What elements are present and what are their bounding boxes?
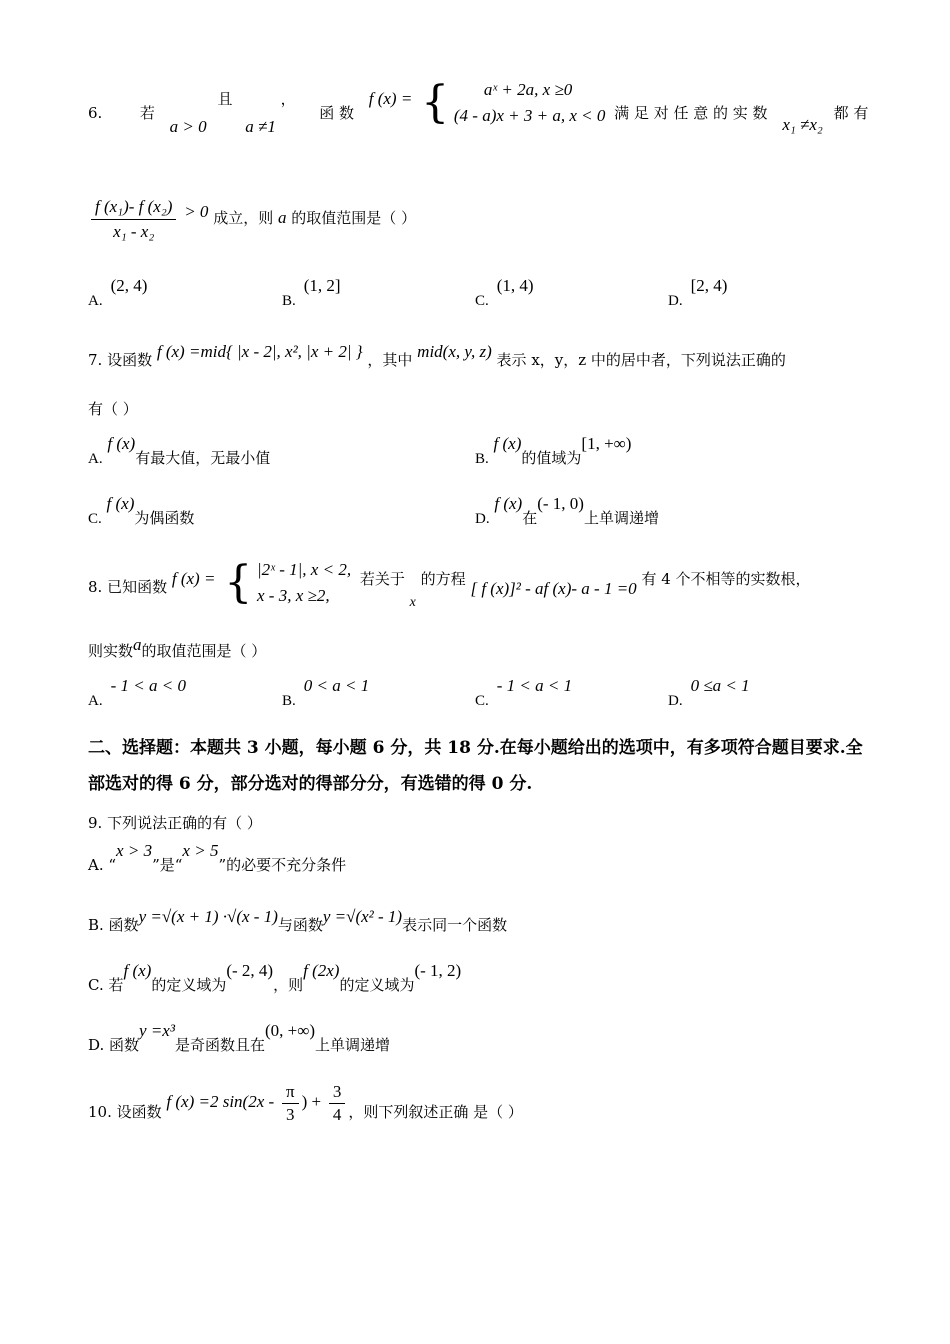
q6-number: 6. bbox=[88, 104, 103, 122]
q6-mid-text: 满 足 对 任 意 的 实 数 bbox=[614, 104, 768, 122]
q8-brace: { bbox=[224, 557, 253, 608]
q6-cond2: a ≠1 bbox=[245, 117, 276, 136]
option-value: - 1 < a < 1 bbox=[496, 676, 573, 695]
q8-tail: 有 4 个不相等的实数根， bbox=[641, 570, 811, 588]
q8-equation: [ f (x)]² - af (x)- a - 1 =0 bbox=[470, 579, 637, 598]
q9b-m2: y =√(x² - 1) bbox=[322, 907, 403, 926]
option-value: 0 ≤a < 1 bbox=[690, 676, 750, 695]
option-value: [2, 4) bbox=[690, 276, 728, 295]
q10-tail: ，则下列叙述正确 是（ ） bbox=[348, 1103, 523, 1121]
q6-option-a bbox=[88, 276, 148, 310]
q8-option-d bbox=[668, 676, 750, 710]
option-value: 0 < a < 1 bbox=[303, 676, 370, 695]
q6-fraction bbox=[91, 195, 176, 244]
option-fx: f (x) bbox=[107, 434, 136, 453]
q7-fdef: f (x) =mid{ |x - 2|, x², |x + 2| } bbox=[156, 342, 363, 361]
q7-line2: 有（ ） bbox=[88, 400, 138, 418]
q8-fdef: f (x) = bbox=[171, 569, 216, 588]
q9a-post: ”的必要不充分条件 bbox=[218, 856, 347, 874]
q8-line2-post: 的取值范围是（ ） bbox=[141, 642, 267, 660]
option-label: A. bbox=[88, 693, 103, 709]
q9c-mid: 的定义域为 bbox=[151, 976, 227, 994]
q9b-m1: y =√(x + 1) ·√(x - 1) bbox=[138, 907, 278, 926]
option-value: - 1 < a < 0 bbox=[110, 676, 186, 695]
q6-a: a bbox=[278, 208, 287, 227]
q9d-m1: y =x³ bbox=[139, 1021, 175, 1040]
q9a-mid: ”是“ bbox=[152, 856, 183, 874]
q10-lead: 10. 设函数 bbox=[88, 1103, 162, 1121]
q8-option-b bbox=[282, 676, 370, 710]
q10-c-num: 3 bbox=[329, 1081, 346, 1104]
option-label: D. bbox=[668, 693, 683, 709]
q6-cond1: a > 0 bbox=[169, 117, 207, 136]
q8-option-c bbox=[475, 676, 573, 710]
q7-rest: 表示 x，y，z 中的居中者，下列说法正确的 bbox=[496, 351, 786, 369]
q7-option-b bbox=[475, 434, 632, 477]
q6-case1: aˣ + 2a, x ≥0 bbox=[483, 80, 573, 99]
q8-a: a bbox=[133, 635, 142, 654]
q6-fdef: f (x) = bbox=[368, 89, 413, 108]
q8-fangcheng: 的方程 bbox=[420, 570, 466, 588]
q6-hanshu: 函 数 bbox=[319, 104, 354, 122]
q6-frac-num: f (x₁)- f (x₂) bbox=[91, 195, 176, 220]
option-text2: 上单调递增 bbox=[583, 509, 659, 527]
option-label: B. bbox=[282, 293, 296, 309]
q9d-m2: (0, +∞) bbox=[264, 1021, 315, 1040]
q9d-mid: 是奇函数且在 bbox=[174, 1036, 265, 1054]
q10-pi-den: 3 bbox=[286, 1104, 295, 1124]
q6-cases bbox=[454, 77, 606, 129]
option-value: (1, 4) bbox=[496, 276, 534, 295]
q8-lead: 8. 已知函数 bbox=[88, 578, 168, 596]
option-range: [1, +∞) bbox=[581, 434, 632, 453]
option-label: A. bbox=[88, 451, 103, 467]
q6-qie: 且 bbox=[217, 90, 233, 108]
option-label: D. bbox=[668, 293, 683, 309]
q9c-m4: (- 1, 2) bbox=[414, 961, 462, 980]
q6-brace: { bbox=[421, 77, 450, 128]
q8-cases bbox=[257, 557, 351, 609]
q6-gt0: > 0 bbox=[184, 202, 209, 221]
q7-option-c bbox=[88, 494, 195, 537]
q8-ruoguan: 若关于 bbox=[359, 570, 405, 588]
q8-piecewise bbox=[224, 547, 351, 617]
q9b-pre: B. 函数 bbox=[88, 916, 139, 934]
q9a-m1: x > 3 bbox=[116, 841, 153, 860]
q8-line1 bbox=[88, 552, 811, 622]
q7-qizhong: ，其中 bbox=[367, 351, 413, 369]
q6-duyou: 都 有 bbox=[833, 104, 869, 122]
q9c-m2: (- 2, 4) bbox=[226, 961, 274, 980]
q9-option-d bbox=[88, 1021, 391, 1065]
q10-fpre: f (x) =2 sin(2x - bbox=[166, 1092, 275, 1111]
q7-mid-def: mid(x, y, z) bbox=[417, 342, 492, 361]
q6-line2 bbox=[88, 188, 416, 248]
q6-option-b bbox=[282, 276, 341, 310]
option-label: A. bbox=[88, 293, 103, 309]
option-text: 的值域为 bbox=[521, 449, 582, 467]
q9b-post: 表示同一个函数 bbox=[402, 916, 508, 934]
q6-tail-pre: 成立，则 bbox=[213, 209, 274, 227]
option-text: 在 bbox=[522, 509, 538, 527]
q9b-mid: 与函数 bbox=[277, 916, 323, 934]
q7-line1 bbox=[88, 340, 786, 380]
q8-option-a bbox=[88, 676, 186, 710]
q8-x: x bbox=[409, 595, 416, 610]
q9-option-c bbox=[88, 961, 462, 1005]
option-text: 有最大值，无最小值 bbox=[135, 449, 271, 467]
q10-const-frac bbox=[329, 1081, 346, 1126]
q10-line bbox=[88, 1082, 523, 1142]
q9c-mid3: 的定义域为 bbox=[339, 976, 415, 994]
q10-plus: ) + bbox=[301, 1092, 322, 1111]
q9-option-a bbox=[88, 841, 347, 885]
q8-line2-pre: 则实数 bbox=[88, 642, 134, 660]
q9c-m3: f (2x) bbox=[303, 961, 340, 980]
option-label: C. bbox=[475, 693, 489, 709]
q9c-pre: C. 若 bbox=[88, 976, 124, 994]
q6-frac-den: x₁ - x₂ bbox=[113, 221, 155, 241]
option-interval: (- 1, 0) bbox=[537, 494, 584, 513]
q8-case1: |2ˣ - 1|, x < 2, bbox=[257, 560, 352, 579]
option-label: C. bbox=[88, 511, 102, 527]
q7-option-d bbox=[475, 494, 659, 537]
q9a-m2: x > 5 bbox=[182, 841, 219, 860]
q6-tail-post: 的取值范围是（ ） bbox=[291, 209, 417, 227]
q6-vars: x₁ ≠x₂ bbox=[782, 115, 823, 134]
q7-lead: 7. 设函数 bbox=[88, 351, 153, 369]
option-value: (1, 2] bbox=[303, 276, 341, 295]
q10-pi-frac bbox=[282, 1081, 299, 1126]
q9d-pre: D. 函数 bbox=[88, 1036, 140, 1054]
q6-case2: (4 - a)x + 3 + a, x < 0 bbox=[453, 106, 606, 125]
q6-comma: ， bbox=[280, 90, 296, 108]
q6-line1 bbox=[88, 78, 868, 148]
option-value: (2, 4) bbox=[110, 276, 148, 295]
q9a-pre: A. “ bbox=[88, 856, 117, 874]
section2-heading: 二、选择题：本题共 3 小题，每小题 6 分，共 18 分.在每小题给出的选项中，有多项符合题目要求.全部选对的得 6 分，部分选对的得部分分，有选错的得 0 分. bbox=[88, 738, 863, 794]
q9d-post: 上单调递增 bbox=[315, 1036, 391, 1054]
option-fx: f (x) bbox=[494, 494, 523, 513]
q10-pi-num: π bbox=[282, 1081, 299, 1104]
option-label: D. bbox=[475, 511, 490, 527]
option-label: C. bbox=[475, 293, 489, 309]
q9c-m1: f (x) bbox=[123, 961, 152, 980]
q6-piecewise bbox=[421, 67, 605, 137]
option-fx: f (x) bbox=[106, 494, 135, 513]
option-label: B. bbox=[475, 451, 489, 467]
q9c-mid2: ，则 bbox=[273, 976, 304, 994]
q7-option-a bbox=[88, 434, 271, 477]
q6-ruo: 若 bbox=[139, 104, 155, 122]
q9-stem: 9. 下列说法正确的有（ ） bbox=[88, 814, 262, 832]
option-fx: f (x) bbox=[493, 434, 522, 453]
q8-line2 bbox=[88, 635, 267, 661]
q6-option-c bbox=[475, 276, 534, 310]
q10-c-den: 4 bbox=[332, 1104, 342, 1124]
option-label: B. bbox=[282, 693, 296, 709]
q6-option-d bbox=[668, 276, 728, 310]
q8-case2: x - 3, x ≥2, bbox=[257, 586, 330, 605]
option-text: 为偶函数 bbox=[134, 509, 195, 527]
q9-option-b bbox=[88, 905, 507, 945]
